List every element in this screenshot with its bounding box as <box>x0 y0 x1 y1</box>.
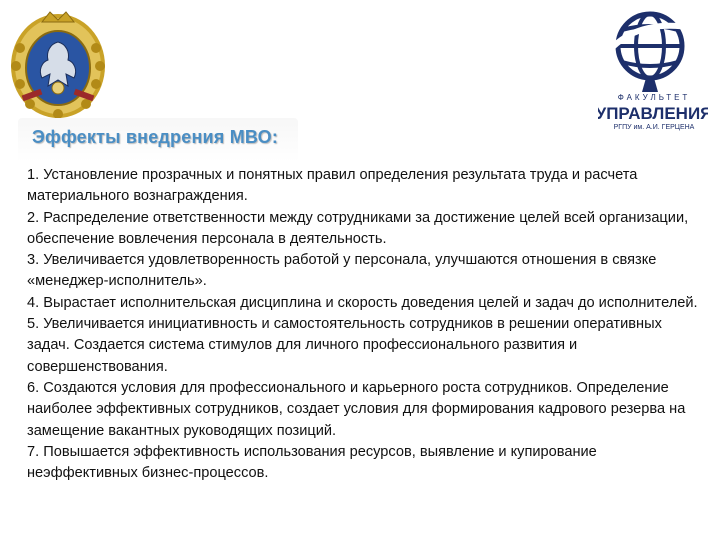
effect-item-6: 6. Создаются условия для профессионального и карьерного роста сотрудников. Определение наиболее эффективных сотрудников, создает условия для формирования кадрового резерва на замещение вакантных руководящих позиций. <box>27 379 686 439</box>
logo-university-label: РГПУ им. А.И. ГЕРЦЕНА <box>613 124 695 131</box>
effect-item-5: 5. Увеличивается инициативность и самостоятельность сотрудников в решении оперативных задач. Создается система стимулов для личного профессионального развития и совершенствования. <box>27 316 662 375</box>
logo-faculty-label: ФАКУЛЬТЕТ <box>617 93 691 102</box>
slide-title: Эффекты внедрения МВО: <box>32 127 279 147</box>
logo-management-label: УПРАВЛЕНИЯ <box>598 104 708 123</box>
slide-body <box>27 165 707 484</box>
effect-item-3: 3. Увеличивается удовлетворенность работой у персонала, улучшаются отношения в связке «менеджер-исполнитель». <box>27 252 657 290</box>
university-crest-icon <box>8 8 108 120</box>
globe-logo-icon <box>598 8 708 132</box>
effect-item-2: 2. Распределение ответственности между сотрудниками за достижение целей всей организации, обеспечение вовлечения персонала в деятельность. <box>27 209 689 247</box>
effect-item-1: 1. Установление прозрачных и понятных правил определения результата труда и расчета материального вознаграждения. <box>27 167 638 205</box>
effect-item-7: 7. Повышается эффективность использования ресурсов, выявление и купирование неэффективных бизнес-процессов. <box>27 443 597 482</box>
faculty-logo <box>598 8 708 132</box>
effect-item-4: 4. Вырастает исполнительская дисциплина и скорость доведения целей и задач до исполнителей. <box>27 294 698 311</box>
